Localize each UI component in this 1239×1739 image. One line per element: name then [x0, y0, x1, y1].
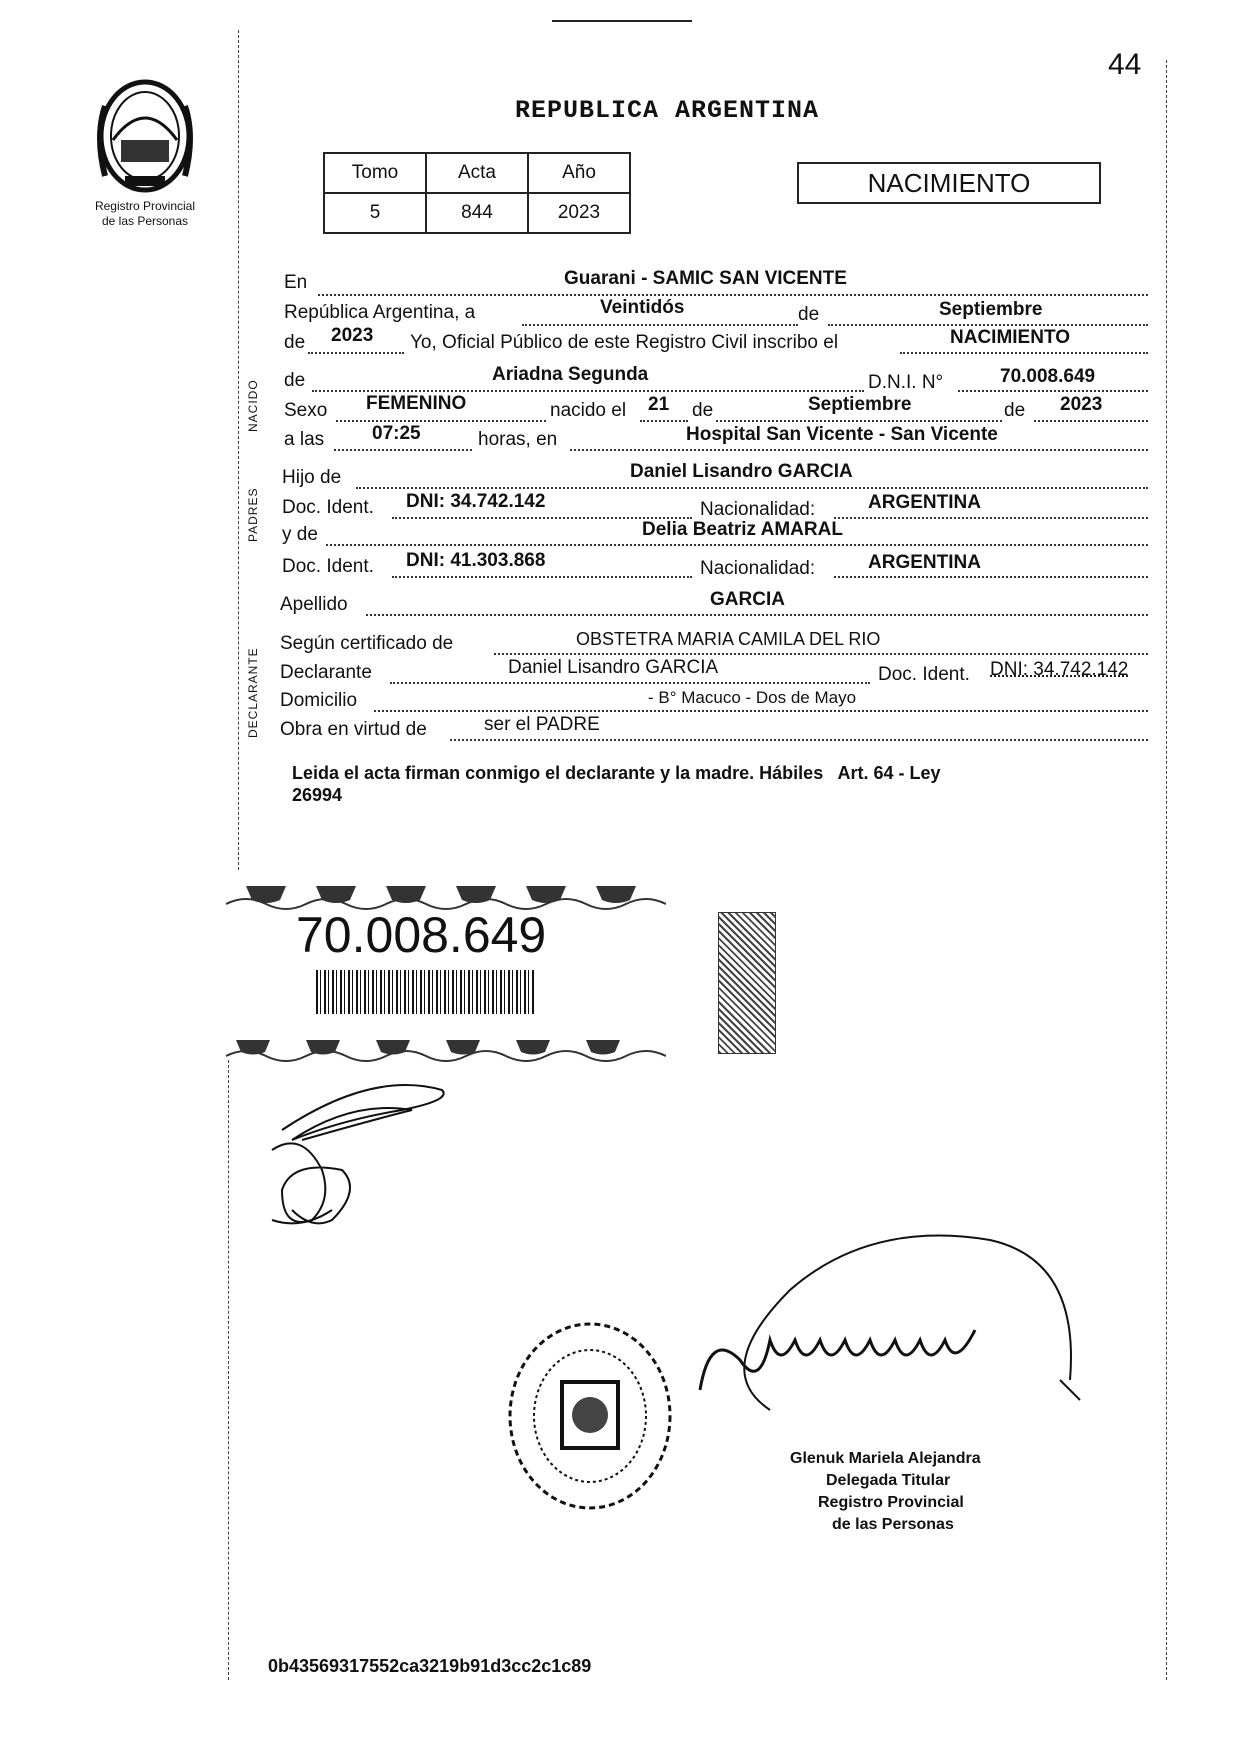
closing-text: Leida el acta firman conmigo el declarante y la madre. Hábiles Art. 64 - Ley 26994	[292, 763, 941, 805]
margin-line-right	[1166, 60, 1167, 1680]
registry-label: Registro Provincial de las Personas	[94, 199, 196, 228]
padre-nac: ARGENTINA	[868, 492, 981, 513]
dots	[1034, 420, 1148, 422]
yde-label: y de	[282, 524, 318, 545]
acta-header: Acta	[426, 153, 528, 193]
dots	[828, 324, 1148, 326]
signatory-org2: de las Personas	[832, 1516, 954, 1533]
side-label-nacido: NACIDO	[246, 379, 260, 432]
apellido: GARCIA	[710, 589, 785, 610]
margin-line-left	[238, 30, 239, 870]
apellido-label: Apellido	[280, 594, 348, 615]
madre-doc-label: Doc. Ident.	[282, 556, 374, 577]
dots	[392, 576, 692, 578]
madre-nac: ARGENTINA	[868, 552, 981, 573]
signatory-name: Glenuk Mariela Alejandra	[790, 1450, 981, 1467]
official-stamp	[500, 1316, 680, 1516]
signatory-block	[790, 1448, 981, 1536]
month: Septiembre	[939, 299, 1043, 320]
declarant-signature	[262, 1080, 452, 1240]
province-seal	[85, 76, 205, 200]
dots	[356, 487, 1148, 489]
padre-doc: DNI: 34.742.142	[406, 491, 546, 512]
side-label-padres: PADRES	[246, 487, 260, 542]
tomo-value: 5	[324, 193, 426, 233]
dots	[366, 614, 1148, 616]
padre-doc-label: Doc. Ident.	[282, 497, 374, 518]
dni-label: D.N.I. N°	[868, 372, 944, 393]
nombre-label: de	[284, 370, 306, 391]
birth-de1: de	[692, 400, 714, 421]
madre-doc: DNI: 41.303.868	[406, 550, 546, 571]
document-hash: 0b43569317552ca3219b91d3cc2c1c89	[268, 1656, 592, 1676]
de-label: de	[798, 304, 820, 325]
dots	[900, 352, 1148, 354]
ano-value: 2023	[528, 193, 630, 233]
en-value: Guarani - SAMIC SAN VICENTE	[564, 268, 847, 289]
en-label: En	[284, 272, 308, 293]
dots	[834, 517, 1148, 519]
security-strip-bottom	[226, 1036, 666, 1062]
year: 2023	[331, 325, 374, 346]
nombre: Ariadna Segunda	[492, 364, 649, 385]
certificado: OBSTETRA MARIA CAMILA DEL RIO	[576, 629, 881, 649]
lugar: Hospital San Vicente - San Vicente	[686, 424, 998, 445]
birth-month: Septiembre	[808, 394, 912, 415]
dots	[494, 653, 1148, 655]
signatory-role: Delegada Titular	[826, 1472, 951, 1489]
dots	[374, 710, 1148, 712]
dots	[570, 449, 1148, 451]
madre-nac-label: Nacionalidad:	[700, 558, 816, 579]
dots	[716, 420, 1002, 422]
dots	[308, 352, 404, 354]
republica-label: República Argentina, a	[284, 302, 476, 323]
birth-day: 21	[648, 394, 670, 415]
security-hologram	[718, 912, 776, 1054]
dots	[834, 576, 1148, 578]
dots	[334, 449, 472, 451]
top-rule	[552, 20, 692, 22]
nacido-label: nacido el	[550, 400, 627, 421]
padre-nac-label: Nacionalidad:	[700, 499, 816, 520]
ano-header: Año	[528, 153, 630, 193]
dots	[318, 294, 1148, 296]
dots	[450, 739, 1148, 741]
birth-de2: de	[1004, 400, 1026, 421]
acto: NACIMIENTO	[950, 327, 1070, 348]
barcode-number: 70.008.649	[296, 907, 547, 963]
dni: 70.008.649	[1000, 366, 1096, 387]
dots	[326, 544, 1148, 546]
horas-en: horas, en	[478, 429, 558, 450]
decl-doc-label: Doc. Ident.	[878, 664, 970, 685]
obra: ser el PADRE	[484, 714, 600, 735]
dots	[336, 420, 546, 422]
obra-label: Obra en virtud de	[280, 719, 427, 740]
decl-doc: DNI: 34.742.142	[990, 659, 1129, 680]
day-words: Veintidós	[600, 297, 685, 318]
padre: Daniel Lisandro GARCIA	[630, 461, 853, 482]
dots	[640, 420, 688, 422]
page-number: 44	[1108, 48, 1142, 81]
barcode	[316, 970, 536, 1014]
certificado-label: Según certificado de	[280, 633, 454, 654]
madre: Delia Beatriz AMARAL	[642, 519, 843, 540]
sexo-label: Sexo	[284, 400, 328, 421]
declarante: Daniel Lisandro GARCIA	[508, 657, 719, 678]
oficial-text: Yo, Oficial Público de este Registro Civil inscribo el	[410, 332, 839, 353]
hora-label: a las	[284, 429, 325, 450]
side-label-declarante: DECLARANTE	[246, 647, 260, 738]
sexo: FEMENINO	[366, 393, 467, 414]
domicilio-label: Domicilio	[280, 690, 358, 711]
tomo-header: Tomo	[324, 153, 426, 193]
margin-line-left-lower	[228, 1060, 229, 1680]
hora: 07:25	[372, 423, 421, 444]
dots	[312, 390, 864, 392]
birth-year: 2023	[1060, 394, 1103, 415]
declarante-label: Declarante	[280, 662, 372, 683]
domicilio: - B° Macuco - Dos de Mayo	[648, 688, 857, 707]
dots	[958, 390, 1148, 392]
official-signature	[690, 1210, 1090, 1450]
acta-value: 844	[426, 193, 528, 233]
signatory-org1: Registro Provincial	[818, 1494, 964, 1511]
doc-type-box: NACIMIENTO	[797, 162, 1101, 204]
country-title: REPUBLICA ARGENTINA	[515, 96, 820, 125]
year-label: de	[284, 332, 306, 353]
dots	[522, 324, 798, 326]
tomo-acta-table	[323, 152, 631, 234]
hijo-label: Hijo de	[282, 467, 342, 488]
dots	[390, 682, 870, 684]
